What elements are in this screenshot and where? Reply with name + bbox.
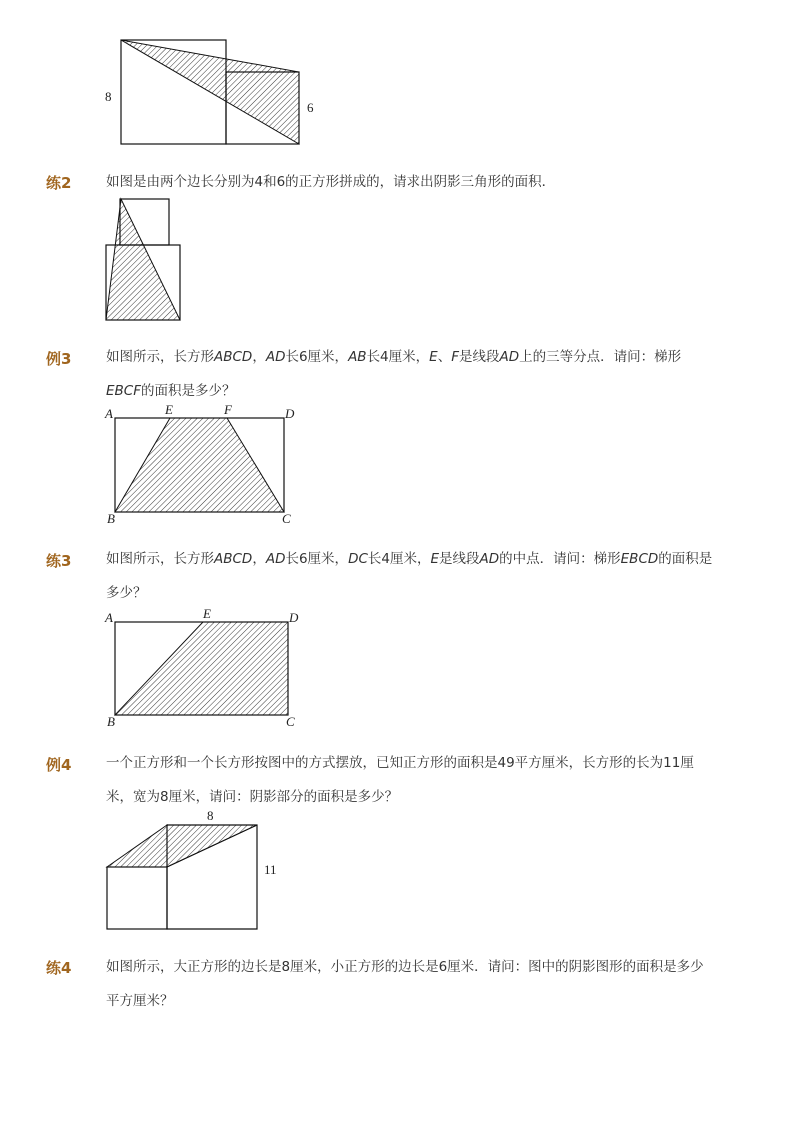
top-length-label: 8 [207,808,214,823]
figure-rectangle-trapezoid [100,402,310,527]
figure-square-rectangle [100,808,290,933]
point-label-c: C [286,714,295,729]
side-label-6: 6 [307,100,314,115]
problem-text: 如图所示，长方形ABCD，AD长6厘米，DC长4厘米，E是线段AD的中点．请问：梯形EBCD的面积是多少？ [106,551,713,601]
side-length-label: 11 [264,862,277,877]
point-label-d: D [285,406,295,421]
point-label-d: D [289,610,299,625]
problem-text: 如图所示，长方形ABCD，AD长6厘米，AB长4厘米，E、F是线段AD上的三等分点．请问：梯形EBCF的面积是多少？ [106,349,682,399]
shaded-trapezoid [115,622,288,715]
point-label-e: E [165,402,173,417]
point-label-a: A [105,406,113,421]
example-label: 例3 [46,350,72,368]
point-label-f: F [224,402,232,417]
example-label: 例4 [46,756,72,774]
exercise-label: 练3 [46,552,72,570]
point-label-b: B [107,511,115,526]
figure-two-squares-diagonal [100,35,330,150]
problem-text: 一个正方形和一个长方形按图中的方式摆放，已知正方形的面积是49平方厘米，长方形的长为11厘米，宽为8厘米，请问：阴影部分的面积是多少？ [106,755,694,805]
figure-stacked-squares [100,195,190,325]
problem-text: 如图是由两个边长分别为4和6的正方形拼成的，请求出阴影三角形的面积． [106,174,556,190]
point-label-c: C [282,511,291,526]
shaded-triangle [121,40,299,144]
problem-text: 如图所示，大正方形的边长是8厘米，小正方形的边长是6厘米．请问：图中的阴影图形的面积是多少平方厘米？ [106,959,704,1009]
exercise-label: 练2 [46,174,72,192]
square [107,867,167,929]
point-label-a: A [105,610,113,625]
point-label-b: B [107,714,115,729]
exercise-label: 练4 [46,959,72,977]
figure-rectangle-ebcd [100,606,310,731]
shaded-triangle [107,825,167,867]
shaded-trapezoid [115,418,284,512]
point-label-e: E [203,606,211,621]
side-label-8: 8 [105,89,112,104]
